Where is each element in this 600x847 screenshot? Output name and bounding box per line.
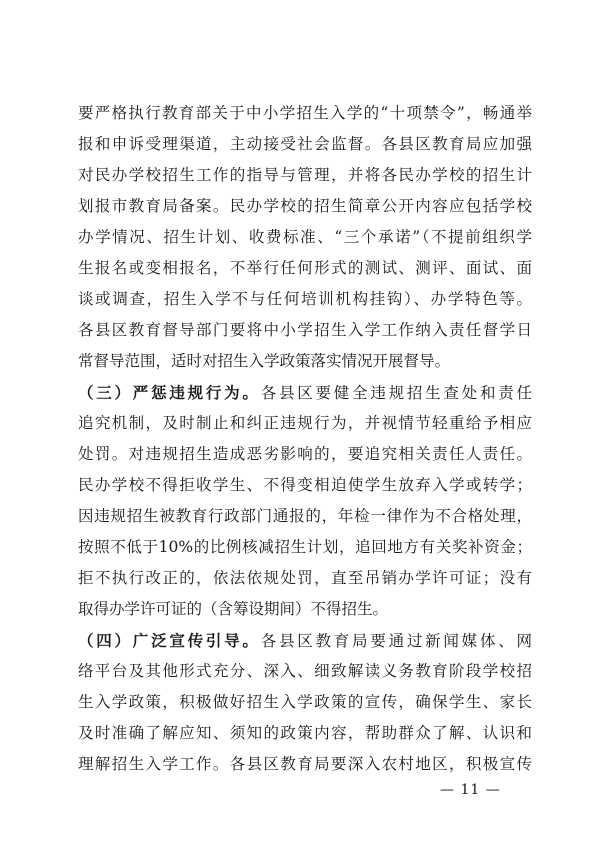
- paragraph-line: 及时准确了解应知、须知的政策内容，帮助群众了解、认识和: [78, 724, 532, 742]
- paragraph-line: 要严格执行教育部关于中小学招生入学的“十项禁令”，畅通举: [78, 104, 532, 122]
- section-3-first-line: [78, 377, 532, 408]
- paragraph-line: 因违规招生被教育行政部门通报的，年检一律作为不合格处理，: [78, 507, 532, 525]
- paragraph-line: 办学情况、招生计划、收费标准、“三个承诺”（不提前组织学: [78, 228, 532, 246]
- page-number: — 11 —: [440, 782, 501, 798]
- paragraph-line: 生入学政策，积极做好招生入学政策的宣传，确保学生、家长: [78, 693, 532, 711]
- section-4-first-line: [78, 625, 532, 656]
- paragraph-line: 处罚。对违规招生造成恶劣影响的，要追究相关责任人责任。: [78, 445, 532, 463]
- paragraph-line: 报和申诉受理渠道，主动接受社会监督。各县区教育局应加强: [78, 135, 532, 153]
- paragraph-line: 民办学校不得拒收学生、不得变相迫使学生放弃入学或转学；: [78, 476, 532, 494]
- paragraph-line: 各县区教育督导部门要将中小学招生入学工作纳入责任督学日: [78, 321, 532, 339]
- paragraph-line: 拒不执行改正的，依法依规处罚，直至吊销办学许可证；没有: [78, 569, 532, 587]
- section-3-first-text: 各县区要健全违规招生查处和责任: [260, 384, 532, 402]
- paragraph-line: 划报市教育局备案。民办学校的招生简章公开内容应包括学校: [78, 197, 532, 215]
- section-4-heading: （四）广泛宣传引导。: [78, 631, 261, 650]
- paragraph-line: 常督导范围，适时对招生入学政策落实情况开展督导。: [78, 352, 451, 370]
- paragraph-line: 按照不低于10%的比例核减招生计划，追回地方有关奖补资金；: [78, 538, 532, 556]
- paragraph-line: 谈或调查，招生入学不与任何培训机构挂钩）、办学特色等。: [78, 290, 532, 308]
- section-4-first-text: 各县区教育局要通过新闻媒体、网: [260, 632, 532, 650]
- paragraph-line: 对民办学校招生工作的指导与管理，并将各民办学校的招生计: [78, 166, 532, 184]
- paragraph-line: 取得办学许可证的（含筹设期间）不得招生。: [78, 600, 389, 618]
- document-body: [78, 98, 532, 780]
- paragraph-line: 追究机制，及时制止和纠正违规行为，并视情节轻重给予相应: [78, 414, 532, 432]
- paragraph-line: 络平台及其他形式充分、深入、细致解读义务教育阶段学校招: [78, 662, 532, 680]
- paragraph-line: 生报名或变相报名，不举行任何形式的测试、测评、面试、面: [78, 259, 532, 277]
- paragraph-line: 理解招生入学工作。各县区教育局要深入农村地区，积极宣传: [78, 755, 532, 773]
- section-3-heading: （三）严惩违规行为。: [78, 383, 261, 402]
